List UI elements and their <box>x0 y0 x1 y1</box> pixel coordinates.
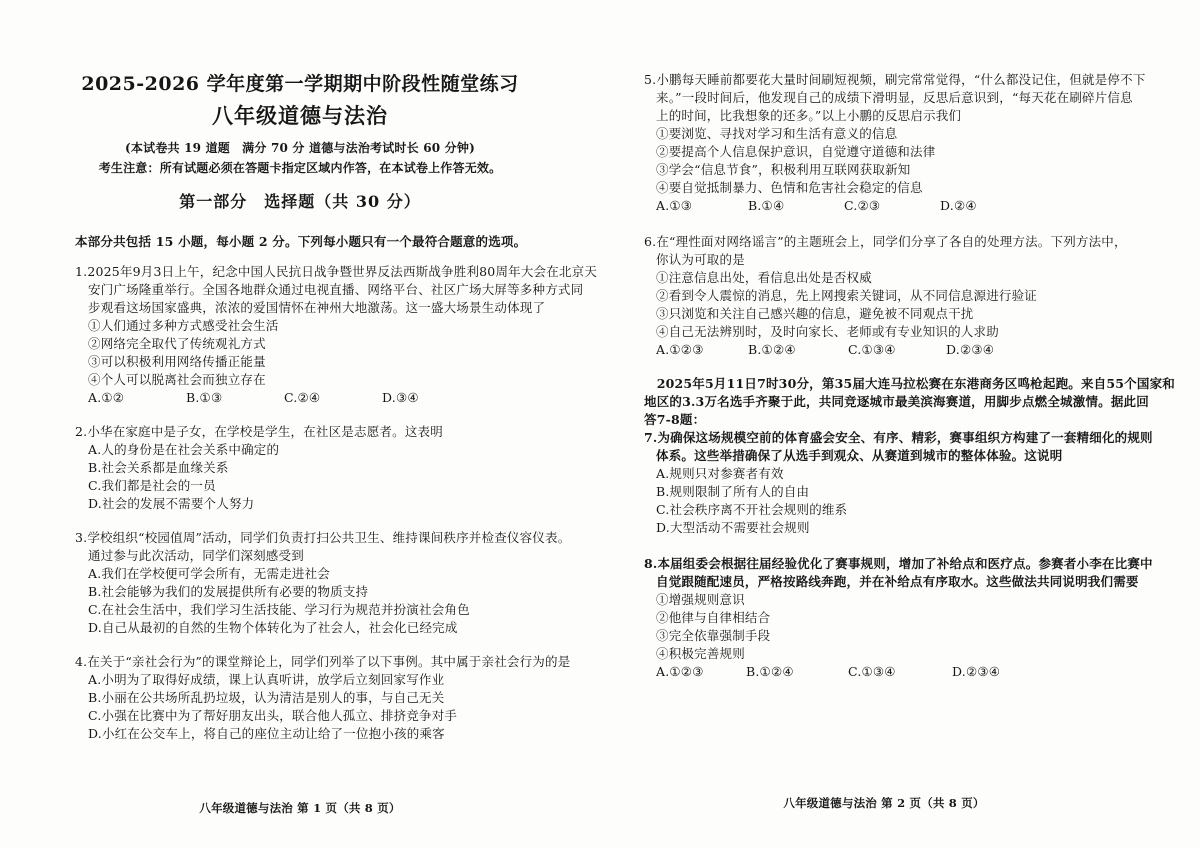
option-d[interactable]: D.自己从最初的自然的生物个体转化为了社会人，社会化已经完成 <box>88 620 458 635</box>
question-stem-line: 上的时间，比我想象的还多。”以上小鹏的反思启示我们 <box>656 108 962 123</box>
statement-3: ③只浏览和关注自己感兴趣的信息，避免被不同观点干扰 <box>656 306 974 321</box>
option-b[interactable]: B.①②④ <box>746 664 794 679</box>
option-b[interactable]: B.①③ <box>186 390 223 405</box>
statement-1: ①人们通过多种方式感受社会生活 <box>88 318 279 333</box>
option-b[interactable]: B.小丽在公共场所乱扔垃圾，认为清洁是别人的事，与自己无关 <box>88 690 445 705</box>
option-b[interactable]: B.社会能够为我们的发展提供所有必要的物质支持 <box>88 584 369 599</box>
option-c[interactable]: C.②③ <box>844 198 881 213</box>
option-d[interactable]: D.②③④ <box>946 342 995 357</box>
option-c[interactable]: C.①③④ <box>848 342 896 357</box>
option-d[interactable]: D.大型活动不需要社会规则 <box>656 520 810 535</box>
passage-line: 2025年5月11日7时30分，第35届大连马拉松赛在东港商务区鸣枪起跑。来自55个国家和 <box>644 376 1175 391</box>
option-a[interactable]: A.小明为了取得好成绩，课上认真听讲，放学后立刻回家写作业 <box>88 672 445 687</box>
option-b[interactable]: B.社会关系都是血缘关系 <box>88 460 229 475</box>
exam-notice: 考生注意：所有试题必须在答题卡指定区域内作答，在本试卷上作答无效。 <box>98 161 502 175</box>
option-a[interactable]: A.①②③ <box>656 342 704 357</box>
option-c[interactable]: C.社会秩序离不开社会规则的维系 <box>656 502 848 517</box>
option-a[interactable]: A.①② <box>88 390 125 405</box>
question-stem-line: 体系。这些举措确保了从选手到观众、从赛道到城市的整体体验。这说明 <box>656 448 1063 463</box>
question-stem-line: 自觉跟随配速员，严格按路线奔跑，并在补给点有序取水。这些做法共同说明我们需要 <box>656 574 1139 589</box>
option-d[interactable]: D.小红在公交车上，将自己的座位主动让给了一位抱小孩的乘客 <box>88 726 445 741</box>
option-a[interactable]: A.我们在学校便可学会所有，无需走进社会 <box>88 566 331 581</box>
option-d[interactable]: D.③④ <box>382 390 419 405</box>
option-c[interactable]: C.我们都是社会的一员 <box>88 478 216 493</box>
question-stem-line: 你认为可取的是 <box>656 252 745 267</box>
option-a[interactable]: A.①②③ <box>656 664 704 679</box>
option-d[interactable]: D.②④ <box>940 198 977 213</box>
statement-1: ①注意信息出处，看信息出处是否权威 <box>656 270 872 285</box>
option-c[interactable]: C.小强在比赛中为了帮好朋友出头，联合他人孤立、排挤竞争对手 <box>88 708 458 723</box>
question-stem-line: 2.小华在家庭中是子女，在学校是学生，在社区是志愿者。这表明 <box>75 424 443 439</box>
question-stem-line: 8.本届组委会根据往届经验优化了赛事规则，增加了补给点和医疗点。参赛者小李在比赛中 <box>644 556 1153 571</box>
option-b[interactable]: B.①②④ <box>748 342 796 357</box>
statement-2: ②他律与自律相结合 <box>656 610 771 625</box>
statement-1: ①增强规则意识 <box>656 592 745 607</box>
page-footer: 八年级道德与法治 第 1 页（共 8 页） <box>199 801 401 815</box>
statement-2: ②看到令人震惊的消息，先上网搜索关键词，从不同信息源进行验证 <box>656 288 1038 303</box>
question-stem-line: 步观看这场国家盛典，浓浓的爱国情怀在神州大地激荡。这一盛大场景生动体现了 <box>88 300 546 315</box>
option-b[interactable]: B.①④ <box>748 198 785 213</box>
statement-4: ④要自觉抵制暴力、色情和危害社会稳定的信息 <box>656 180 923 195</box>
subject-title: 八年级道德与法治 <box>212 103 388 128</box>
part-heading: 第一部分 选择题（共 30 分） <box>179 192 421 211</box>
option-a[interactable]: A.人的身份是在社会关系中确定的 <box>88 442 280 457</box>
page-footer: 八年级道德与法治 第 2 页（共 8 页） <box>783 796 985 810</box>
passage-line: 地区的3.3万名选手齐聚于此，共同竞逐城市最美滨海赛道，用脚步点燃全城激情。据此回 <box>644 394 1149 409</box>
option-b[interactable]: B.规则限制了所有人的自由 <box>656 484 810 499</box>
option-a[interactable]: A.①③ <box>656 198 693 213</box>
option-d[interactable]: D.②③④ <box>952 664 1001 679</box>
exam-info: (本试卷共 19 道题 满分 70 分 道德与法治考试时长 60 分钟) <box>125 141 475 155</box>
question-stem-line: 3.学校组织“校园值周”活动，同学们负责打扫公共卫生、维持课间秩序并检查仪容仪表。 <box>75 530 571 545</box>
question-stem-line: 7.为确保这场规模空前的体育盛会安全、有序、精彩，赛事组织方构建了一套精细化的规则 <box>644 430 1153 445</box>
question-stem-line: 6.在“理性面对网络谣言”的主题班会上，同学们分享了各自的处理方法。下列方法中， <box>644 234 1127 249</box>
statement-3: ③学会“信息节食”，积极利用互联网获取新知 <box>656 162 911 177</box>
statement-2: ②网络完全取代了传统观礼方式 <box>88 336 266 351</box>
section-instructions: 本部分共包括 15 小题，每小题 2 分。下列每小题只有一个最符合题意的选项。 <box>75 234 527 249</box>
statement-3: ③完全依靠强制手段 <box>656 628 771 643</box>
statement-1: ①要浏览、寻找对学习和生活有意义的信息 <box>656 126 898 141</box>
option-a[interactable]: A.规则只对参赛者有效 <box>656 466 784 481</box>
statement-4: ④自己无法辨别时，及时向家长、老师或有专业知识的人求助 <box>656 324 999 339</box>
passage-line: 答7-8题： <box>644 412 706 427</box>
option-c[interactable]: C.在社会生活中，我们学习生活技能、学习行为规范并扮演社会角色 <box>88 602 470 617</box>
question-stem-line: 4.在关于“亲社会行为”的课堂辩论上，同学们列举了以下事例。其中属于亲社会行为的是 <box>75 654 571 669</box>
statement-4: ④个人可以脱离社会而独立存在 <box>88 372 266 387</box>
question-stem-line: 5.小鹏每天睡前都要花大量时间刷短视频，刷完常常觉得，“什么都没记住，但就是停不下 <box>644 72 1146 87</box>
option-c[interactable]: C.①③④ <box>848 664 896 679</box>
question-stem-line: 来。”一段时间后，他发现自己的成绩下滑明显，反思后意识到，“每天花在刷碎片信息 <box>656 90 1133 105</box>
statement-3: ③可以积极利用网络传播正能量 <box>88 354 266 369</box>
question-stem-line: 1.2025年9月3日上午，纪念中国人民抗日战争暨世界反法西斯战争胜利80周年大会在北京天 <box>75 264 598 279</box>
question-stem-line: 通过参与此次活动，同学们深刻感受到 <box>88 548 304 563</box>
statement-2: ②要提高个人信息保护意识，自觉遵守道德和法律 <box>656 144 936 159</box>
statement-4: ④积极完善规则 <box>656 646 745 661</box>
option-c[interactable]: C.②④ <box>284 390 321 405</box>
question-stem-line: 安门广场隆重举行。全国各地群众通过电视直播、网络平台、社区广场大屏等多种方式同 <box>88 282 584 297</box>
option-d[interactable]: D.社会的发展不需要个人努力 <box>88 496 255 511</box>
exam-title: 2025-2026 学年度第一学期期中阶段性随堂练习 <box>81 73 519 95</box>
